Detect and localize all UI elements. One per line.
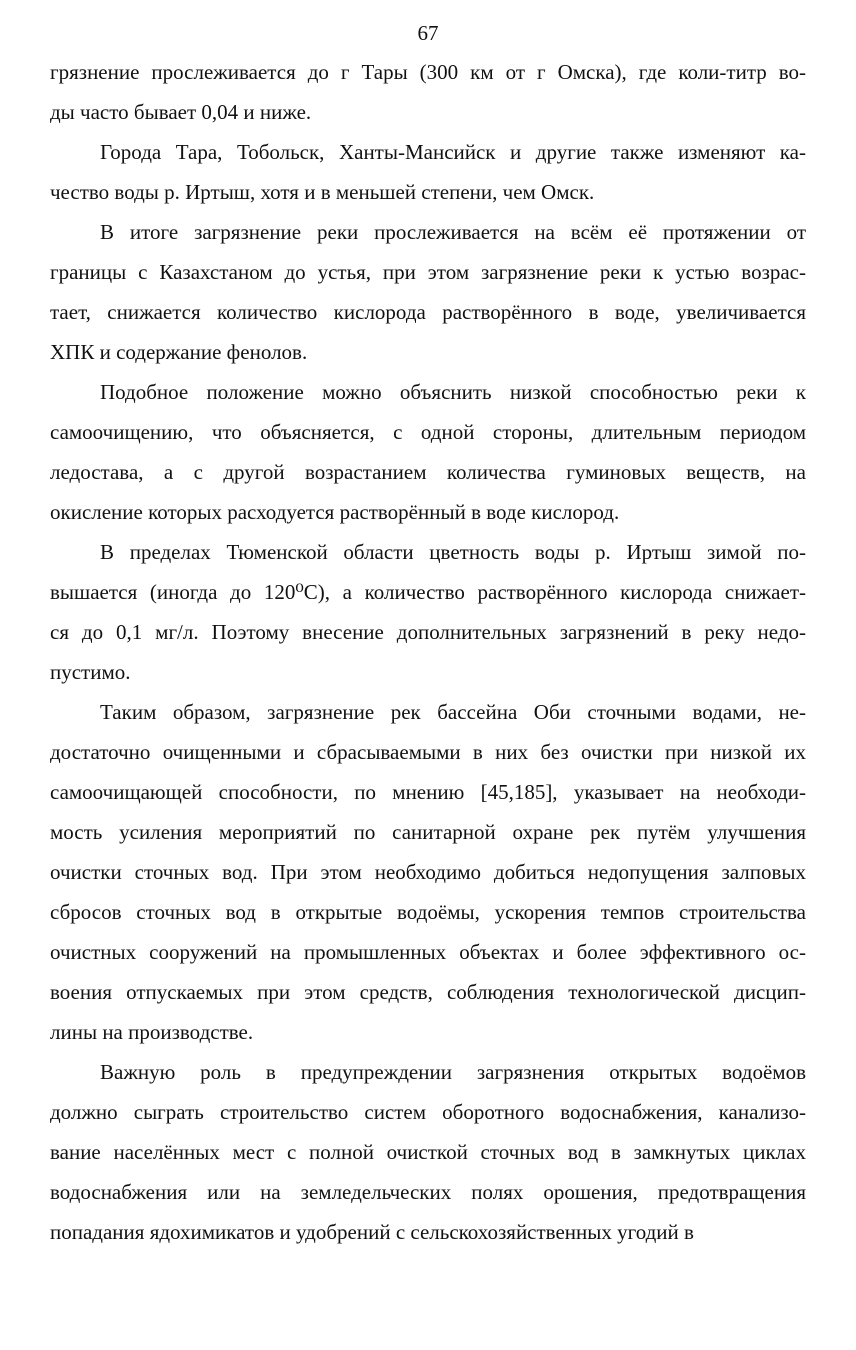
text-line: В пределах Тюменской области цветность воды р. Иртыш зимой по- (100, 540, 806, 564)
text-line: ХПК и содержание фенолов. (50, 340, 308, 364)
text-line: ледостава, а с другой возрастанием количества гуминовых веществ, на (50, 460, 806, 484)
text-line: тает, снижается количество кислорода растворённого в воде, увеличивается (50, 300, 806, 324)
text-line: окисление которых расходуется растворённый в воде кислород. (50, 500, 620, 524)
text-line: водоснабжения или на земледельческих полях орошения, предотвращения (50, 1180, 806, 1204)
text-line: ся до 0,1 мг/л. Поэтому внесение дополнительных загрязнений в реку недо- (50, 620, 806, 644)
page-number: 67 (417, 21, 439, 45)
text-line: пустимо. (50, 660, 131, 684)
text-line: границы с Казахстаном до устья, при этом загрязнение реки к устью возрас- (50, 260, 806, 284)
document-body (50, 52, 806, 1252)
text-line: должно сыграть строительство систем оборотного водоснабжения, канализо- (50, 1100, 806, 1124)
text-line: Важную роль в предупреждении загрязнения открытых водоёмов (100, 1060, 806, 1084)
paragraph (50, 692, 806, 1052)
paragraph (50, 132, 806, 212)
paragraph (50, 212, 806, 372)
text-line: Города Тара, Тобольск, Ханты-Мансийск и другие также изменяют ка- (100, 140, 806, 164)
text-line: достаточно очищенными и сбрасываемыми в них без очистки при низкой их (50, 740, 806, 764)
text-line: самоочищению, что объясняется, с одной стороны, длительным периодом (50, 420, 806, 444)
text-line: очистки сточных вод. При этом необходимо добиться недопущения залповых (50, 860, 806, 884)
text-line: очистных сооружений на промышленных объектах и более эффективного ос- (50, 940, 806, 964)
text-line: самоочищающей способности, по мнению [45,185], указывает на необходи- (50, 780, 806, 804)
text-line: вание населённых мест с полной очисткой сточных вод в замкнутых циклах (50, 1140, 806, 1164)
text-line: сбросов сточных вод в открытые водоёмы, ускорения темпов строительства (50, 900, 806, 924)
text-line: вышается (иногда до 120⁰С), а количество растворённого кислорода снижает- (50, 580, 806, 604)
text-line: чество воды р. Иртыш, хотя и в меньшей степени, чем Омск. (50, 180, 595, 204)
paragraph (50, 532, 806, 692)
text-line: попадания ядохимикатов и удобрений с сельскохозяйственных угодий в (50, 1220, 694, 1244)
text-line: ды часто бывает 0,04 и ниже. (50, 100, 312, 124)
text-line: воения отпускаемых при этом средств, соблюдения технологической дисцип- (50, 980, 806, 1004)
text-line: грязнение прослеживается до г Тары (300 км от г Омска), где коли-титр во- (50, 60, 806, 84)
text-line: лины на производстве. (50, 1020, 254, 1044)
paragraph (50, 52, 806, 132)
text-line: Таким образом, загрязнение рек бассейна Оби сточными водами, не- (100, 700, 806, 724)
paragraph (50, 372, 806, 532)
text-line: В итоге загрязнение реки прослеживается на всём её протяжении от (100, 220, 806, 244)
text-line: мость усиления мероприятий по санитарной охране рек путём улучшения (50, 820, 806, 844)
text-line: Подобное положение можно объяснить низкой способностью реки к (100, 380, 806, 404)
paragraph (50, 1052, 806, 1252)
